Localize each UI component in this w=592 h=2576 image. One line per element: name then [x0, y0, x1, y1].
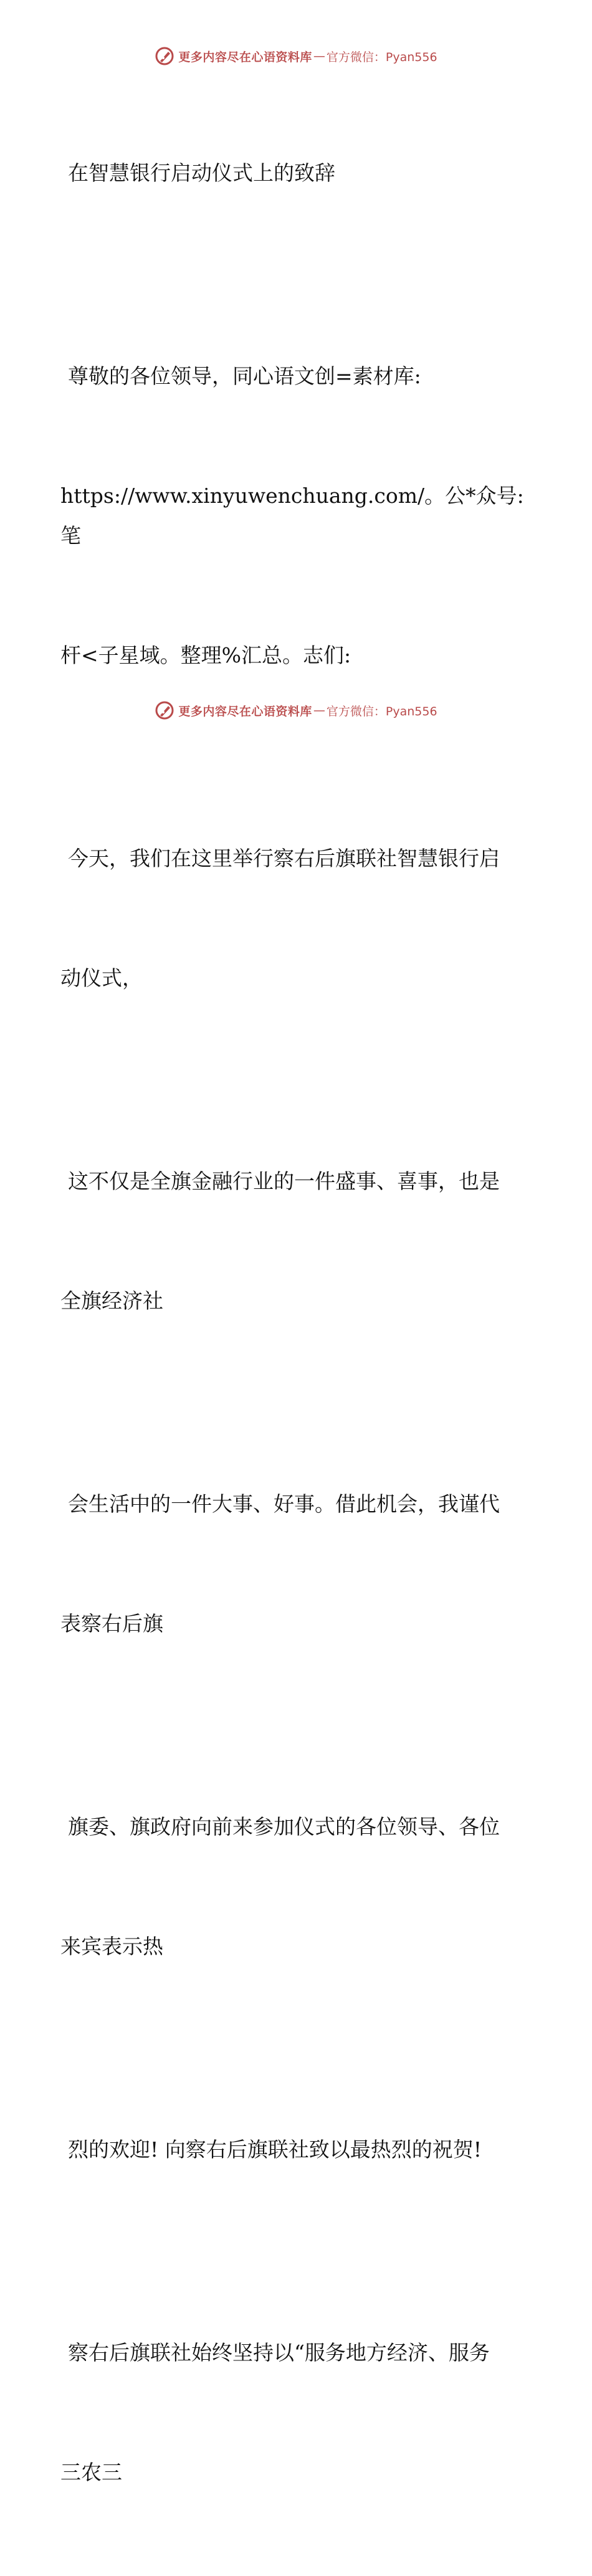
paragraph: [60, 277, 534, 755]
paragraph: [60, 1405, 534, 1724]
title-line: 在智慧银行启动仪式上的致辞: [68, 161, 335, 185]
paragraph-line: 全旗经济社: [60, 1289, 163, 1313]
paragraph-line: 烈的欢迎! 向察右后旗联社致以最热烈的祝贺!: [68, 2137, 482, 2162]
paragraph-line: 动仪式，: [60, 966, 143, 990]
paragraph-line: 这不仅是全旗金融行业的一件盛事、喜事，也是: [68, 1169, 500, 1193]
paragraph: [60, 2050, 534, 2249]
paragraph-line: 会生活中的一件大事、好事。借此机会，我谨代: [68, 1492, 500, 1516]
pen-nib-circle-icon: [155, 46, 174, 66]
paragraph: [60, 2253, 534, 2572]
pen-nib-circle-icon: [155, 700, 174, 720]
paragraph-line: 尊敬的各位领导，同心语文创=素材库:: [68, 364, 421, 388]
footer-contact: 官方微信：Pyan556: [326, 704, 437, 718]
header-contact: 官方微信：Pyan556: [326, 50, 437, 64]
paragraph-line: https://www.xinyuwenchuang.com/。公*众号: 笔: [60, 484, 531, 548]
paragraph: [60, 1082, 534, 1401]
paragraph-line: 旗委、旗政府向前来参加仪式的各位领导、各位: [68, 1815, 500, 1839]
header-text: 更多内容尽在心语资料库: [178, 50, 312, 64]
paragraph-line: 杆<子星域。整理%汇总。志们:: [60, 643, 351, 667]
paragraph-line: 今天，我们在这里举行察右后旗联社智慧银行启: [68, 846, 500, 871]
paragraph: [60, 759, 534, 1078]
paragraph-line: 表察右后旗: [60, 1611, 163, 1636]
footer-text: 更多内容尽在心语资料库: [178, 704, 312, 718]
footer-separator: —: [313, 704, 325, 717]
paragraph-line: 察右后旗联社始终坚持以“服务地方经济、服务: [68, 2340, 490, 2365]
paragraph-line: 三农三: [60, 2460, 122, 2484]
document-title: [60, 74, 534, 273]
paragraph: [60, 1727, 534, 2046]
paragraph-line: 来宾表示热: [60, 1934, 163, 1958]
footer-banner: [0, 698, 592, 723]
document-body: [60, 74, 534, 2576]
header-separator: —: [313, 49, 325, 63]
header-banner: [0, 44, 592, 69]
